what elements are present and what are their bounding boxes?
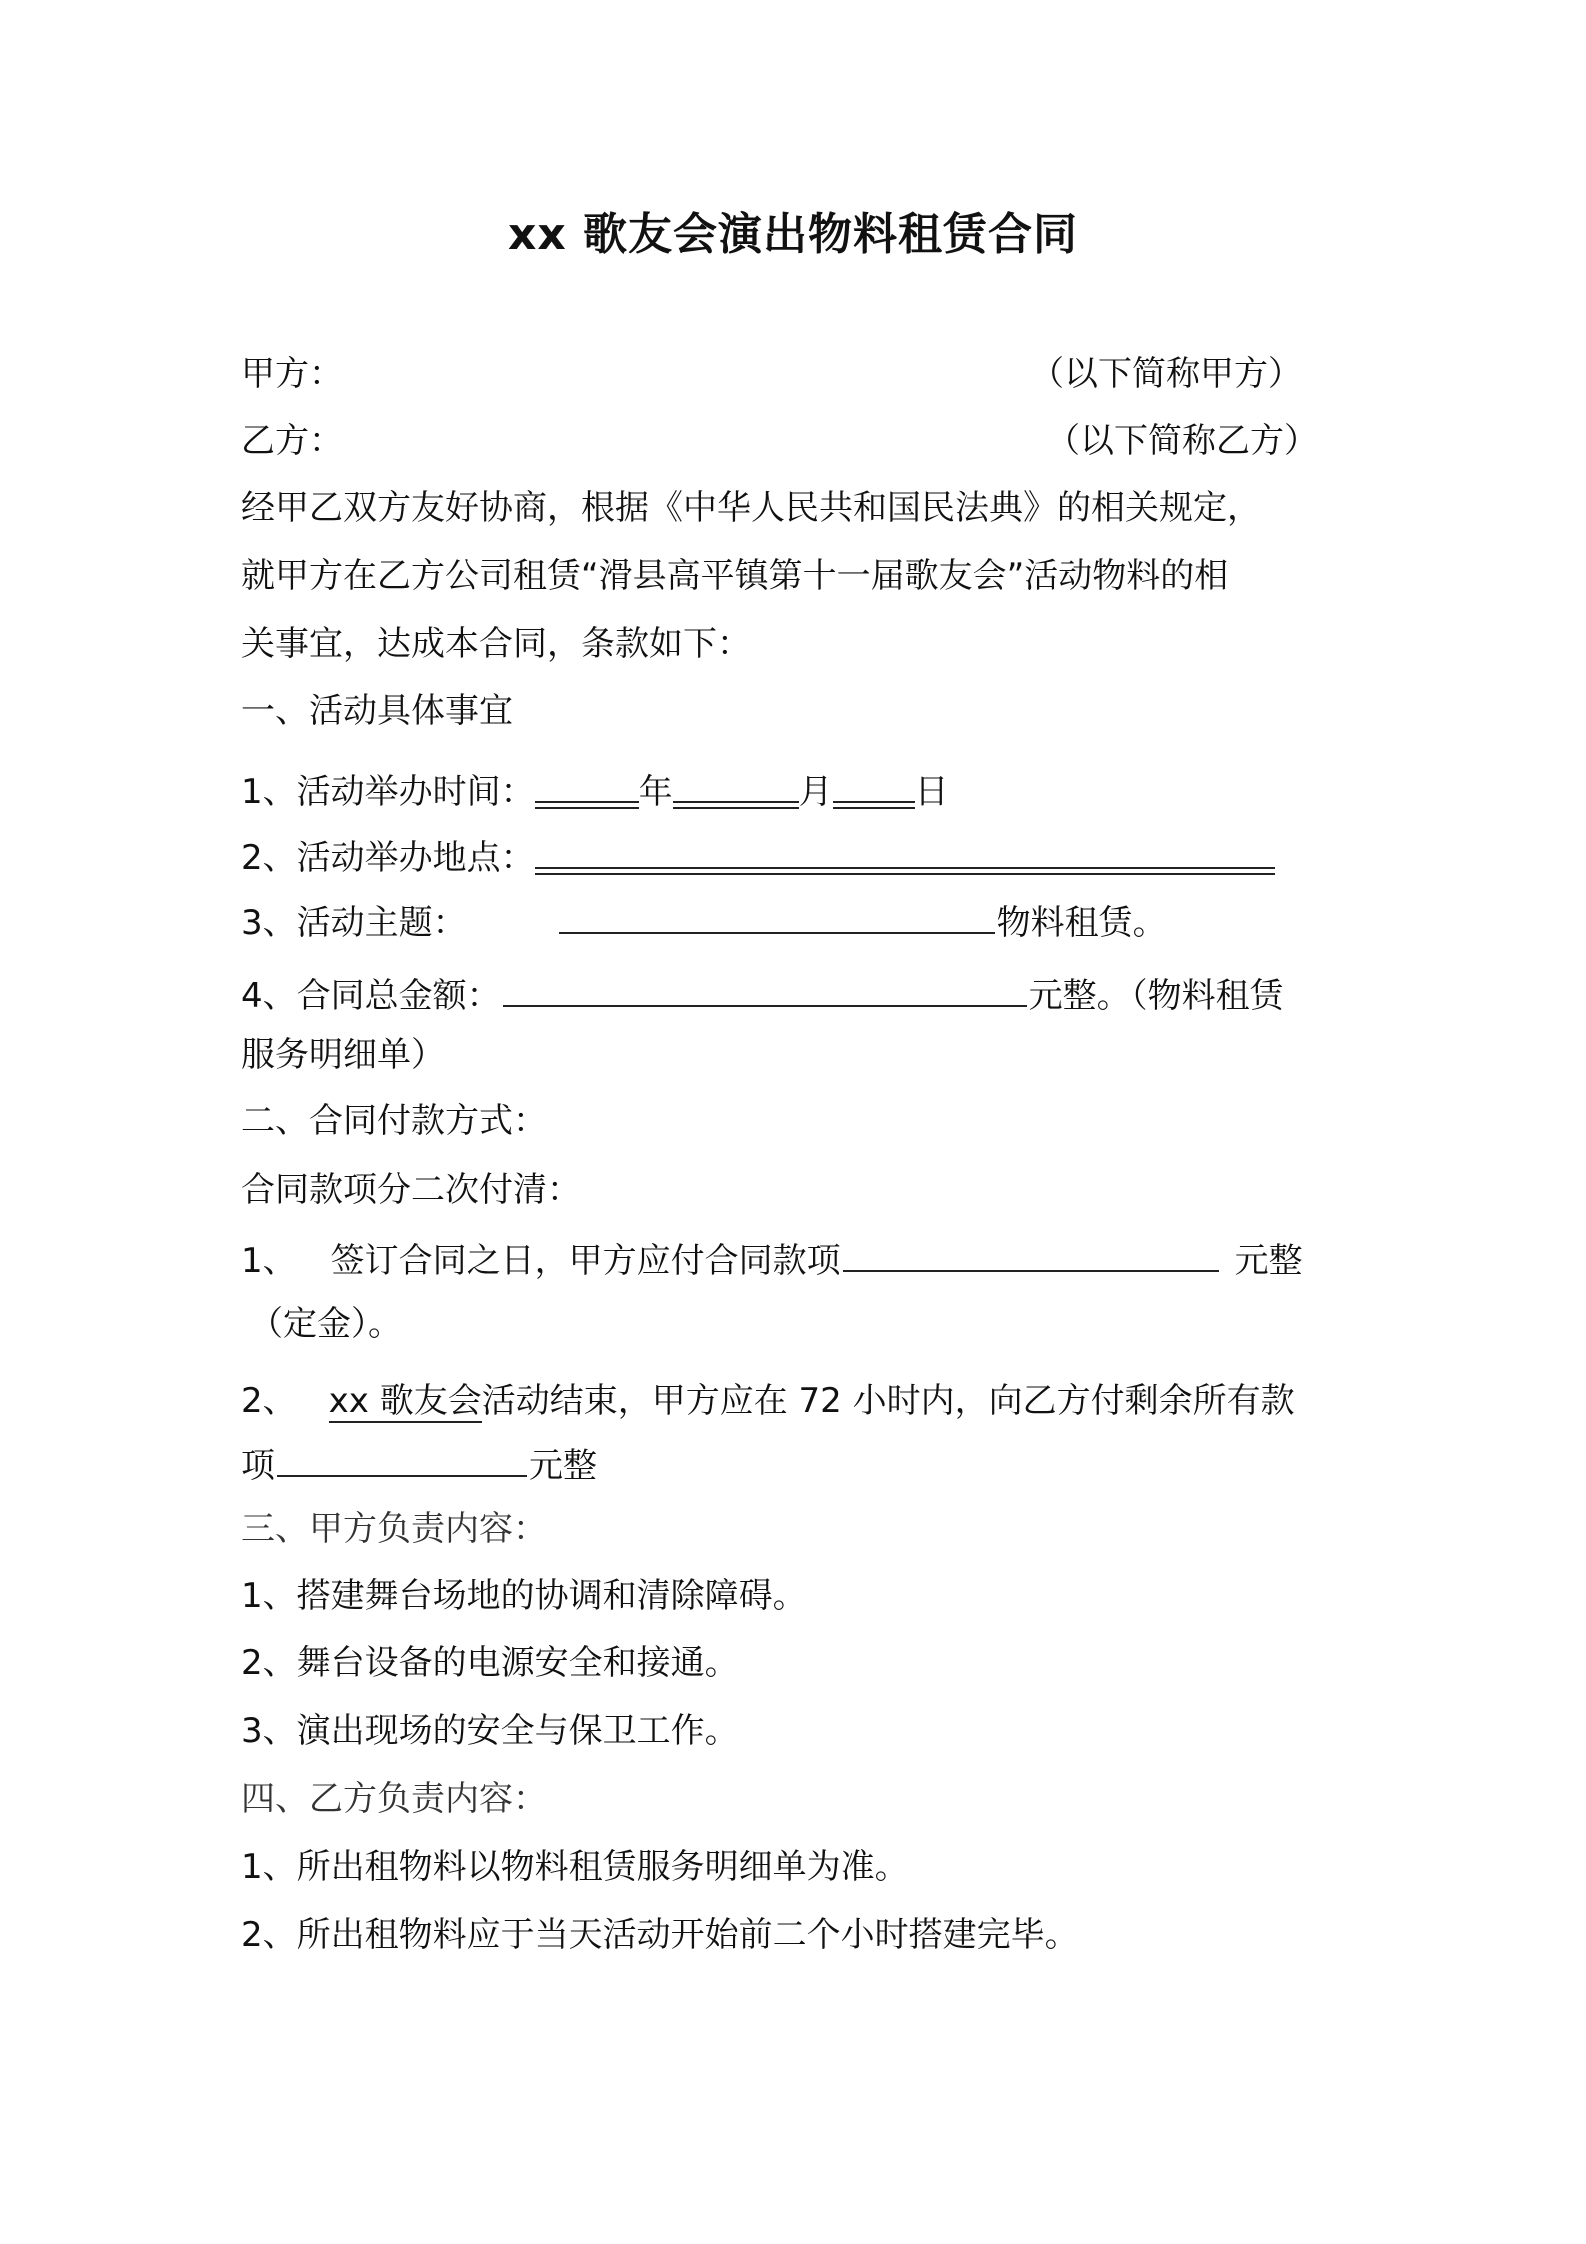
section-2-heading: 二、合同付款方式： [241, 1101, 547, 1141]
month-blank [673, 763, 799, 803]
day-label: 日 [914, 772, 949, 812]
party-b-note: （以下简称乙方） [1046, 421, 1318, 461]
item-2-2-line2-suffix: 元整 [529, 1446, 597, 1486]
theme-blank [559, 894, 995, 934]
item-1-2-label: 2、活动举办地点： [241, 838, 535, 878]
amount-blank [503, 967, 1027, 1007]
item-2-2-label: 2、 [241, 1381, 297, 1421]
item-1-2 [241, 829, 1275, 883]
party-b-label: 乙方： [241, 421, 343, 461]
section-4-heading: 四、乙方负责内容： [241, 1779, 547, 1819]
item-3-3: 3、演出现场的安全与保卫工作。 [241, 1711, 739, 1751]
balance-blank [277, 1437, 527, 1477]
item-2-1-label: 1、 [241, 1241, 297, 1281]
deposit-blank [843, 1232, 1219, 1272]
item-1-3-label: 3、活动主题： [241, 903, 467, 943]
item-2-1-suffix: 元整 [1234, 1241, 1303, 1281]
section-3-heading: 三、甲方负责内容： [241, 1509, 547, 1549]
year-blank [535, 763, 639, 803]
section-1-heading: 一、活动具体事宜 [241, 691, 513, 731]
item-1-1-label: 1、活动举办时间： [241, 772, 535, 812]
venue-blank [535, 829, 1275, 869]
item-1-4-label: 4、合同总金额： [241, 976, 501, 1016]
item-1-4 [241, 967, 1284, 1021]
item-4-2: 2、所出租物料应于当天活动开始前二个小时搭建完毕。 [241, 1915, 1079, 1955]
day-blank [833, 763, 915, 803]
month-label: 月 [798, 772, 833, 812]
item-2-1 [241, 1232, 1303, 1286]
section-2-sub: 合同款项分二次付清： [241, 1170, 581, 1210]
item-1-4-line2: 服务明细单） [241, 1035, 445, 1075]
item-1-4-suffix: 元整。（物料租赁 [1028, 976, 1284, 1016]
item-2-1-line2: （定金）。 [249, 1304, 402, 1344]
intro-line-2: 就甲方在乙方公司租赁“滑县高平镇第十一届歌友会”活动物料的相 [241, 556, 1229, 596]
item-3-2: 2、舞台设备的电源安全和接通。 [241, 1643, 739, 1683]
intro-line-3: 关事宜，达成本合同，条款如下： [241, 624, 751, 664]
page-title: xx 歌友会演出物料租赁合同 [507, 209, 1079, 260]
item-1-1 [241, 763, 949, 817]
item-2-2-line2 [241, 1437, 597, 1491]
item-1-3-suffix: 物料租赁。 [996, 903, 1167, 943]
item-1-3 [241, 894, 1167, 948]
party-a-label: 甲方： [241, 354, 343, 394]
item-2-2-line2-prefix: 项 [241, 1446, 275, 1486]
party-a-note: （以下简称甲方） [1030, 354, 1302, 394]
item-2-2 [241, 1376, 1295, 1426]
item-2-2-event-name: xx 歌友会 [328, 1381, 482, 1421]
item-3-1: 1、搭建舞台场地的协调和清除障碍。 [241, 1576, 807, 1616]
item-4-1: 1、所出租物料以物料租赁服务明细单为准。 [241, 1847, 909, 1887]
item-2-2-text: 活动结束，甲方应在 72 小时内，向乙方付剩余所有款 [481, 1381, 1295, 1421]
year-label: 年 [638, 772, 673, 812]
item-2-1-text: 签订合同之日，甲方应付合同款项 [330, 1241, 841, 1281]
intro-line-1: 经甲乙双方友好协商，根据《中华人民共和国民法典》的相关规定， [241, 488, 1261, 528]
